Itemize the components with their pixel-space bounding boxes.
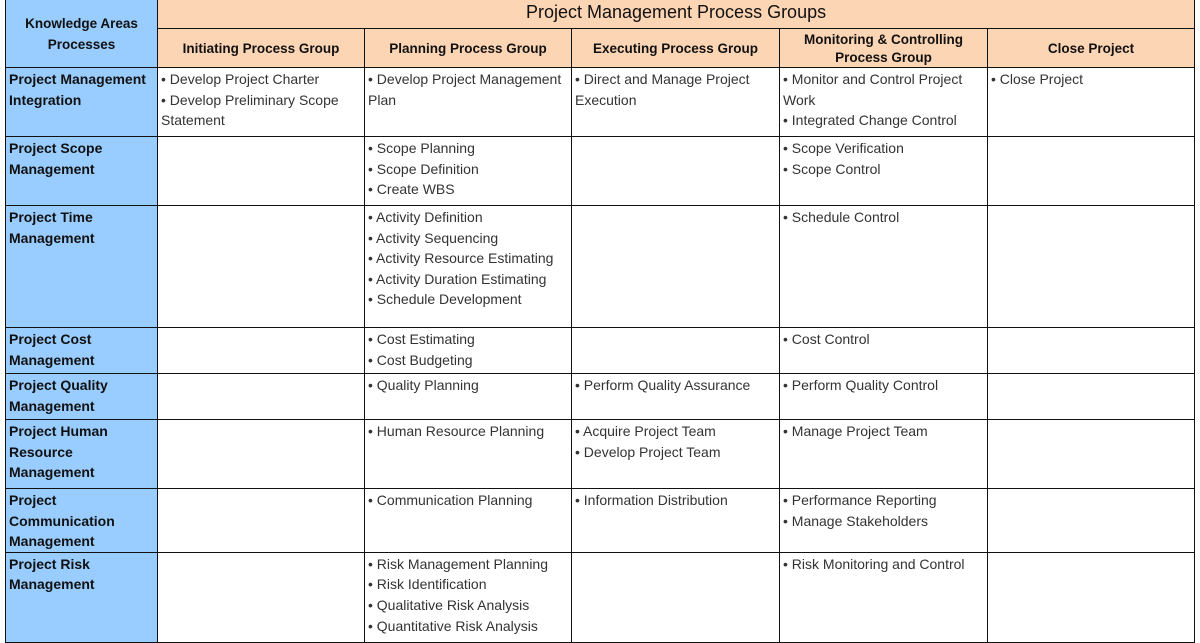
process-item: • Cost Budgeting bbox=[368, 351, 473, 368]
table-row bbox=[6, 552, 1195, 642]
process-cell bbox=[572, 68, 780, 137]
process-item: • Activity Duration Estimating bbox=[368, 270, 547, 287]
knowledge-area-label: Project Human Resource Management bbox=[6, 420, 158, 489]
process-item: • Risk Identification bbox=[368, 576, 487, 593]
process-cell bbox=[158, 328, 365, 374]
process-item: • Schedule Control bbox=[783, 209, 900, 225]
process-item: • Cost Control bbox=[783, 331, 870, 347]
process-item: • Develop Project Charter bbox=[161, 71, 320, 87]
process-item: • Scope Control bbox=[783, 160, 881, 177]
process-cell bbox=[158, 374, 365, 420]
process-cell bbox=[780, 489, 988, 553]
column-header: Executing Process Group bbox=[572, 29, 780, 68]
process-cell bbox=[365, 489, 572, 553]
process-item: • Close Project bbox=[991, 71, 1084, 87]
process-cell bbox=[572, 374, 780, 420]
process-cell bbox=[780, 552, 988, 642]
knowledge-area-label: Project Risk Management bbox=[6, 552, 158, 642]
process-item: • Create WBS bbox=[368, 181, 455, 198]
process-cell bbox=[988, 68, 1195, 137]
process-cell bbox=[158, 137, 365, 206]
process-cell bbox=[158, 206, 365, 328]
process-cell bbox=[572, 206, 780, 328]
table-row bbox=[6, 420, 1195, 489]
table-row bbox=[6, 374, 1195, 420]
process-cell bbox=[365, 68, 572, 137]
process-cell bbox=[365, 420, 572, 489]
column-header: Monitoring & Controlling Process Group bbox=[780, 29, 988, 68]
process-item: • Human Resource Planning bbox=[368, 423, 545, 439]
knowledge-area-label: Project Communication Management bbox=[6, 489, 158, 553]
process-cell bbox=[988, 374, 1195, 420]
process-cell bbox=[780, 374, 988, 420]
knowledge-areas-header: Knowledge Areas Processes bbox=[6, 0, 158, 68]
process-cell bbox=[780, 328, 988, 374]
process-item: • Monitor and Control Project Work bbox=[783, 71, 963, 108]
process-groups-table bbox=[5, 0, 1195, 643]
process-cell bbox=[780, 68, 988, 137]
knowledge-area-label: Project Management Integration bbox=[6, 68, 158, 137]
process-cell bbox=[780, 137, 988, 206]
process-item: • Acquire Project Team bbox=[575, 423, 716, 439]
process-item: • Performance Reporting bbox=[783, 492, 937, 508]
process-cell bbox=[365, 374, 572, 420]
process-cell bbox=[572, 489, 780, 553]
table-row bbox=[6, 137, 1195, 206]
process-cell bbox=[988, 137, 1195, 206]
process-item: • Quantitative Risk Analysis bbox=[368, 617, 538, 634]
process-item: • Scope Planning bbox=[368, 140, 475, 156]
process-item: • Develop Preliminary Scope Statement bbox=[161, 91, 339, 129]
process-cell bbox=[988, 328, 1195, 374]
process-cell bbox=[572, 552, 780, 642]
process-cell bbox=[365, 328, 572, 374]
process-cell bbox=[158, 420, 365, 489]
process-groups-title: Project Management Process Groups bbox=[158, 0, 1195, 29]
process-item: • Communication Planning bbox=[368, 492, 533, 508]
process-cell bbox=[780, 420, 988, 489]
process-cell bbox=[158, 552, 365, 642]
process-item: • Qualitative Risk Analysis bbox=[368, 596, 530, 613]
process-item: • Quality Planning bbox=[368, 377, 479, 393]
process-item: • Scope Definition bbox=[368, 160, 479, 177]
process-item: • Activity Resource Estimating bbox=[368, 250, 554, 267]
process-cell bbox=[572, 420, 780, 489]
knowledge-area-label: Project Cost Management bbox=[6, 328, 158, 374]
column-header: Planning Process Group bbox=[365, 29, 572, 68]
process-cell bbox=[988, 420, 1195, 489]
process-cell bbox=[572, 328, 780, 374]
process-item: • Develop Project Team bbox=[575, 443, 721, 460]
process-item: • Activity Sequencing bbox=[368, 229, 499, 246]
process-cell bbox=[365, 137, 572, 206]
process-cell bbox=[158, 68, 365, 137]
table-row bbox=[6, 68, 1195, 137]
knowledge-area-label: Project Scope Management bbox=[6, 137, 158, 206]
process-item: • Activity Definition bbox=[368, 209, 483, 225]
process-item: • Manage Stakeholders bbox=[783, 512, 928, 529]
process-item: • Information Distribution bbox=[575, 492, 728, 508]
table-row bbox=[6, 328, 1195, 374]
process-cell bbox=[988, 552, 1195, 642]
process-item: • Direct and Manage Project Execution bbox=[575, 71, 750, 108]
table-row bbox=[6, 489, 1195, 553]
process-cell bbox=[365, 552, 572, 642]
process-item: • Scope Verification bbox=[783, 140, 904, 156]
process-cell bbox=[158, 489, 365, 553]
process-item: • Risk Monitoring and Control bbox=[783, 555, 965, 572]
process-item: • Manage Project Team bbox=[783, 423, 928, 439]
knowledge-area-label: Project Time Management bbox=[6, 206, 158, 328]
table-row bbox=[6, 206, 1195, 328]
process-cell bbox=[780, 206, 988, 328]
process-cell bbox=[988, 489, 1195, 553]
column-header: Initiating Process Group bbox=[158, 29, 365, 68]
process-item: • Develop Project Management Plan bbox=[368, 71, 562, 108]
knowledge-area-label: Project Quality Management bbox=[6, 374, 158, 420]
process-item: • Perform Quality Assurance bbox=[575, 377, 751, 393]
process-item: • Integrated Change Control bbox=[783, 112, 957, 129]
column-header: Close Project bbox=[988, 29, 1195, 68]
process-cell bbox=[988, 206, 1195, 328]
process-item: • Risk Management Planning bbox=[368, 555, 548, 572]
process-cell bbox=[572, 137, 780, 206]
process-item: • Schedule Development bbox=[368, 291, 522, 308]
process-item: • Perform Quality Control bbox=[783, 377, 939, 393]
process-cell bbox=[365, 206, 572, 328]
process-item: • Cost Estimating bbox=[368, 331, 475, 347]
